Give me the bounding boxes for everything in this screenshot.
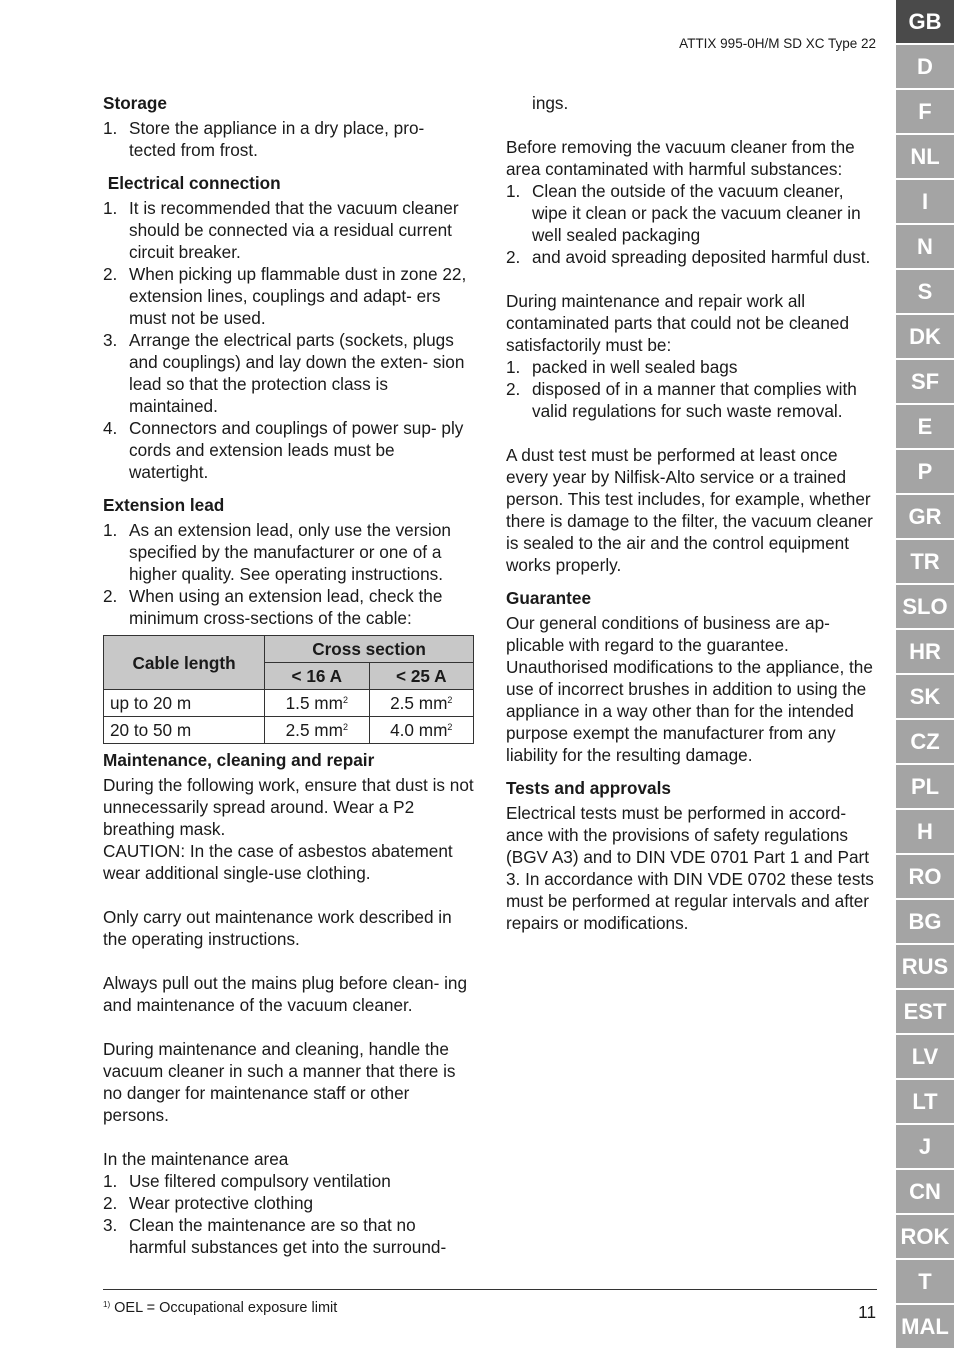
language-tab-nl[interactable]: NL xyxy=(896,135,954,178)
right-column xyxy=(506,92,878,934)
language-tab-i[interactable]: I xyxy=(896,180,954,223)
language-tab-rok[interactable]: ROK xyxy=(896,1215,954,1258)
list-item: 1. Store the appliance in a dry place, pro- tected from frost. xyxy=(103,118,425,160)
table-cell: up to 20 m xyxy=(104,690,265,717)
maintenance-area-intro: In the maintenance area xyxy=(103,1149,289,1169)
language-tab-gb[interactable]: GB xyxy=(896,0,954,43)
electrical-connection-list xyxy=(103,197,475,483)
language-tab-tr[interactable]: TR xyxy=(896,540,954,583)
list-continuation: ings. xyxy=(532,93,569,113)
maintenance-paragraph: Always pull out the mains plug before clean- ing and maintenance of the vacuum cleaner. xyxy=(103,973,468,1015)
maintenance-paragraph: During maintenance and cleaning, handle the vacuum cleaner in such a manner that there is no danger for maintenance staff or other persons. xyxy=(103,1039,456,1125)
language-tab-f[interactable]: F xyxy=(896,90,954,133)
extension-lead-heading: Extension lead xyxy=(103,495,225,515)
maintenance-heading: Maintenance, cleaning and repair xyxy=(103,750,375,770)
list-item: 1. As an extension lead, only use the version specified by the manufacturer or one of a higher quality. See operating instructions. xyxy=(103,520,451,584)
table-row xyxy=(104,717,474,744)
removing-list xyxy=(506,180,878,268)
table-row xyxy=(104,690,474,717)
table-header-row xyxy=(104,636,474,663)
removing-intro: Before removing the vacuum cleaner from the area contaminated with harmful substances: xyxy=(506,137,855,179)
maintenance-paragraph: Only carry out maintenance work described in the operating instructions. xyxy=(103,907,452,949)
table-cell: 20 to 50 m xyxy=(104,717,265,744)
maintenance-area-list xyxy=(103,1170,475,1258)
list-item: 2. Wear protective clothing xyxy=(103,1193,314,1213)
table-header-25a: < 25 A xyxy=(369,663,473,690)
table-cell: 2.5 $mm^2$ xyxy=(369,690,473,717)
language-tab-slo[interactable]: SLO xyxy=(896,585,954,628)
list-item: 1. Clean the outside of the vacuum cleaner, wipe it clean or pack the vacuum cleaner in well sealed packaging xyxy=(506,181,861,245)
language-tab-gr[interactable]: GR xyxy=(896,495,954,538)
language-tab-j[interactable]: J xyxy=(896,1125,954,1168)
list-item: 1. It is recommended that the vacuum cleaner should be connected via a residual current circuit breaker. xyxy=(103,198,459,262)
extension-lead-list xyxy=(103,519,475,629)
language-tab-s[interactable]: S xyxy=(896,270,954,313)
language-tab-h[interactable]: H xyxy=(896,810,954,853)
list-item: 2. and avoid spreading deposited harmful dust. xyxy=(506,247,871,267)
list-item: 3. Clean the maintenance are so that no harmful substances get into the surround- xyxy=(103,1215,447,1257)
language-tab-dk[interactable]: DK xyxy=(896,315,954,358)
list-item: 2. disposed of in a manner that complies with valid regulations for such waste removal. xyxy=(506,379,857,421)
language-tab-rus[interactable]: RUS xyxy=(896,945,954,988)
language-tab-lv[interactable]: LV xyxy=(896,1035,954,1078)
language-tab-pl[interactable]: PL xyxy=(896,765,954,808)
repair-list xyxy=(506,356,878,422)
language-tab-cz[interactable]: CZ xyxy=(896,720,954,763)
list-item: 2. When using an extension lead, check the minimum cross-sections of the cable: xyxy=(103,586,443,628)
table-cell: 4.0 $mm^2$ xyxy=(369,717,473,744)
language-tab-est[interactable]: EST xyxy=(896,990,954,1033)
cable-cross-section-table xyxy=(103,635,474,744)
list-item: 1. packed in well sealed bags xyxy=(506,357,738,377)
table-header-cable-length: Cable length xyxy=(104,636,265,690)
language-tab-p[interactable]: P xyxy=(896,450,954,493)
caution-paragraph: CAUTION: In the case of asbestos abatement wear additional single-use clothing. xyxy=(103,841,453,883)
storage-heading: Storage xyxy=(103,93,167,113)
language-tab-bar xyxy=(896,0,954,1350)
table-header-16a: < 16 A xyxy=(265,663,369,690)
table-cell: 2.5 $mm^2$ xyxy=(265,717,369,744)
guarantee-heading: Guarantee xyxy=(506,588,592,608)
document-model-header: ATTIX 995-0H/M SD XC Type 22 xyxy=(679,36,876,51)
list-item: 4. Connectors and couplings of power sup- ply cords and extension leads must be watertight. xyxy=(103,418,464,482)
language-tab-cn[interactable]: CN xyxy=(896,1170,954,1213)
language-tab-n[interactable]: N xyxy=(896,225,954,268)
language-tab-mal[interactable]: MAL xyxy=(896,1305,954,1348)
language-tab-hr[interactable]: HR xyxy=(896,630,954,673)
maintenance-paragraph: During the following work, ensure that dust is not unnecessarily spread around. Wear a P2 breathing mask. xyxy=(103,775,474,839)
language-tab-sk[interactable]: SK xyxy=(896,675,954,718)
language-tab-lt[interactable]: LT xyxy=(896,1080,954,1123)
table-header-cross-section: Cross section xyxy=(265,636,474,663)
left-column xyxy=(103,92,475,1258)
table-cell: 1.5 $mm^2$ xyxy=(265,690,369,717)
footnote: $^{1)}$ OEL = Occupational exposure limit xyxy=(103,1300,338,1316)
list-item: 1. Use filtered compulsory ventilation xyxy=(103,1171,391,1191)
language-tab-bg[interactable]: BG xyxy=(896,900,954,943)
tests-paragraph: Electrical tests must be performed in accord- ance with the provisions of safety regulations (BGV A3) and to DIN VDE 0701 Part 1 and Part 3. In accordance with DIN VDE 0702 these tests must be performed at regular intervals and after repairs or modifications. xyxy=(506,803,874,933)
repair-intro: During maintenance and repair work all contaminated parts that could not be cleaned satisfactorily must be: xyxy=(506,291,850,355)
language-tab-sf[interactable]: SF xyxy=(896,360,954,403)
language-tab-d[interactable]: D xyxy=(896,45,954,88)
language-tab-e[interactable]: E xyxy=(896,405,954,448)
dust-test-paragraph: A dust test must be performed at least once every year by Nilfisk-Alto service or a trained person. This test includes, for example, whether there is damage to the filter, the vacuum cleaner is sealed to the air and the control equipment works properly. xyxy=(506,445,873,575)
tests-heading: Tests and approvals xyxy=(506,778,671,798)
language-tab-t[interactable]: T xyxy=(896,1260,954,1303)
list-item: 2. When picking up flammable dust in zone 22, extension lines, couplings and adapt- ers must not be used. xyxy=(103,264,467,328)
storage-list xyxy=(103,117,475,161)
electrical-connection-heading: Electrical connection xyxy=(107,173,281,193)
page-number: 11 xyxy=(858,1302,876,1322)
language-tab-ro[interactable]: RO xyxy=(896,855,954,898)
list-item: 3. Arrange the electrical parts (sockets, plugs and couplings) and lay down the exten- sion lead so that the protection class is maintained. xyxy=(103,330,465,416)
guarantee-paragraph: Our general conditions of business are ap- plicable with regard to the guarantee. Unauthorised modifications to the appliance, the use of incorrect brushes in addition to using the appliance in a way other than for the intended purpose exempt the manufacturer from any liability for the resulting damage. xyxy=(506,613,873,765)
footer-divider xyxy=(103,1289,877,1290)
